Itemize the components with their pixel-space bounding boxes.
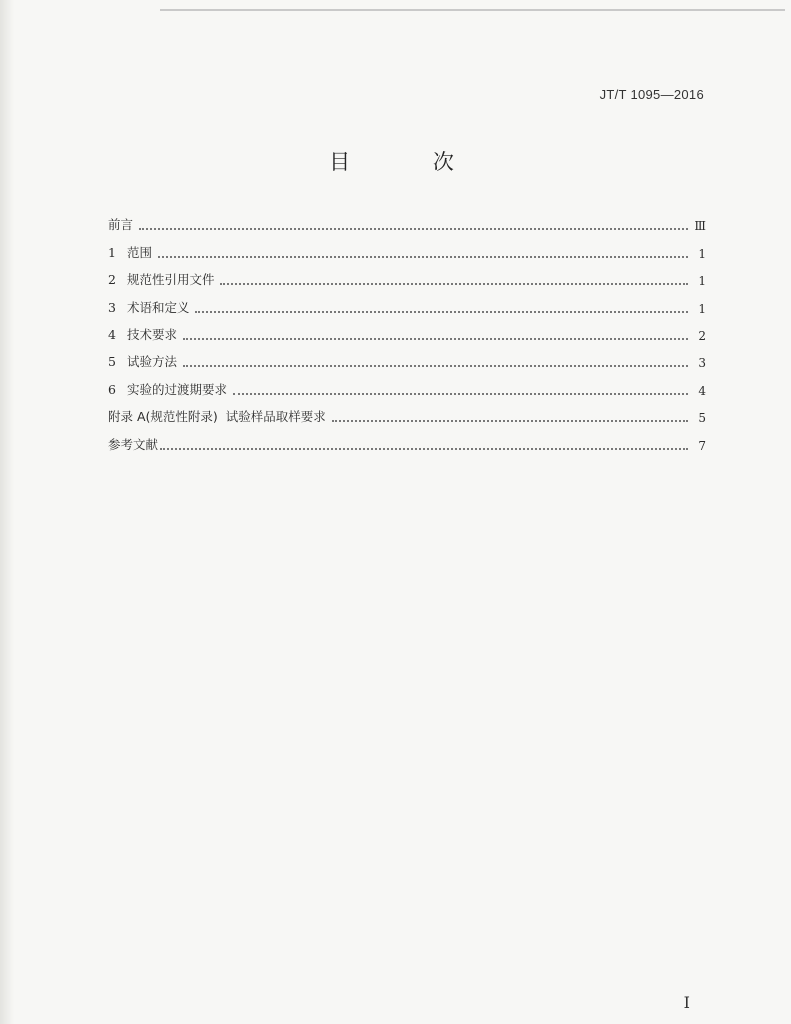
toc-entry-text: 规范性引用文件 bbox=[126, 272, 215, 288]
toc-entry-number: 1 bbox=[108, 244, 116, 260]
document-code: JT/T 1095—2016 bbox=[599, 87, 704, 102]
leader-dots bbox=[139, 228, 688, 230]
leader-dots bbox=[183, 365, 688, 367]
leader-dots bbox=[220, 283, 688, 285]
leader-dots bbox=[195, 311, 688, 313]
page-number: I bbox=[683, 993, 690, 1012]
toc-entry-appendix-a[interactable] bbox=[108, 398, 706, 425]
toc-entry-scope[interactable] bbox=[108, 233, 706, 260]
toc-entry-page: 5 bbox=[698, 411, 706, 426]
toc-entry-text: 术语和定义 bbox=[126, 299, 190, 315]
toc-entry-number: 3 bbox=[108, 299, 116, 315]
toc-entry-label: 附录 A(规范性附录) 试验样品取样要求 bbox=[108, 409, 326, 425]
toc-entry-number: 2 bbox=[108, 272, 116, 288]
toc-entry-text: 技术要求 bbox=[126, 326, 177, 342]
toc-entry-label bbox=[108, 352, 177, 370]
toc-entry-page: 2 bbox=[698, 328, 706, 343]
toc-entry-terms[interactable] bbox=[108, 288, 706, 315]
toc-entry-number: 6 bbox=[108, 381, 116, 397]
toc-entry-label bbox=[108, 325, 177, 343]
leader-dots bbox=[160, 448, 688, 450]
leader-dots bbox=[183, 338, 688, 340]
leader-dots bbox=[158, 256, 688, 258]
table-of-contents bbox=[108, 206, 706, 453]
toc-entry-text: 实验的过渡期要求 bbox=[126, 381, 227, 397]
toc-entry-page: Ⅲ bbox=[694, 219, 706, 234]
toc-entry-label: 参考文献 bbox=[108, 436, 159, 452]
toc-entry-page: 1 bbox=[698, 274, 706, 289]
toc-entry-text: 范围 bbox=[126, 244, 152, 260]
toc-entry-test-methods[interactable] bbox=[108, 343, 706, 370]
top-rule bbox=[160, 9, 785, 11]
toc-entry-number: 5 bbox=[108, 354, 116, 370]
toc-entry-label bbox=[108, 298, 189, 316]
toc-entry-normative-references[interactable] bbox=[108, 261, 706, 288]
leader-dots bbox=[233, 393, 688, 395]
toc-entry-number: 4 bbox=[108, 326, 116, 342]
toc-entry-label bbox=[108, 243, 152, 261]
toc-title: 目 次 bbox=[329, 150, 492, 174]
toc-entry-label bbox=[108, 380, 227, 398]
toc-entry-page: 7 bbox=[698, 438, 706, 453]
toc-entry-label: 前言 bbox=[108, 217, 134, 233]
toc-entry-page: 1 bbox=[698, 301, 706, 316]
toc-entry-label bbox=[108, 270, 214, 288]
toc-entry-text: 试验方法 bbox=[126, 354, 177, 370]
toc-entry-bibliography[interactable] bbox=[108, 425, 706, 452]
leader-dots bbox=[332, 420, 688, 422]
toc-entry-foreword[interactable] bbox=[108, 206, 706, 233]
toc-entry-transition-requirements[interactable] bbox=[108, 370, 706, 397]
toc-entry-page: 3 bbox=[698, 356, 706, 371]
toc-entry-technical-requirements[interactable] bbox=[108, 316, 706, 343]
toc-entry-page: 1 bbox=[698, 246, 706, 261]
toc-entry-page: 4 bbox=[698, 383, 706, 398]
